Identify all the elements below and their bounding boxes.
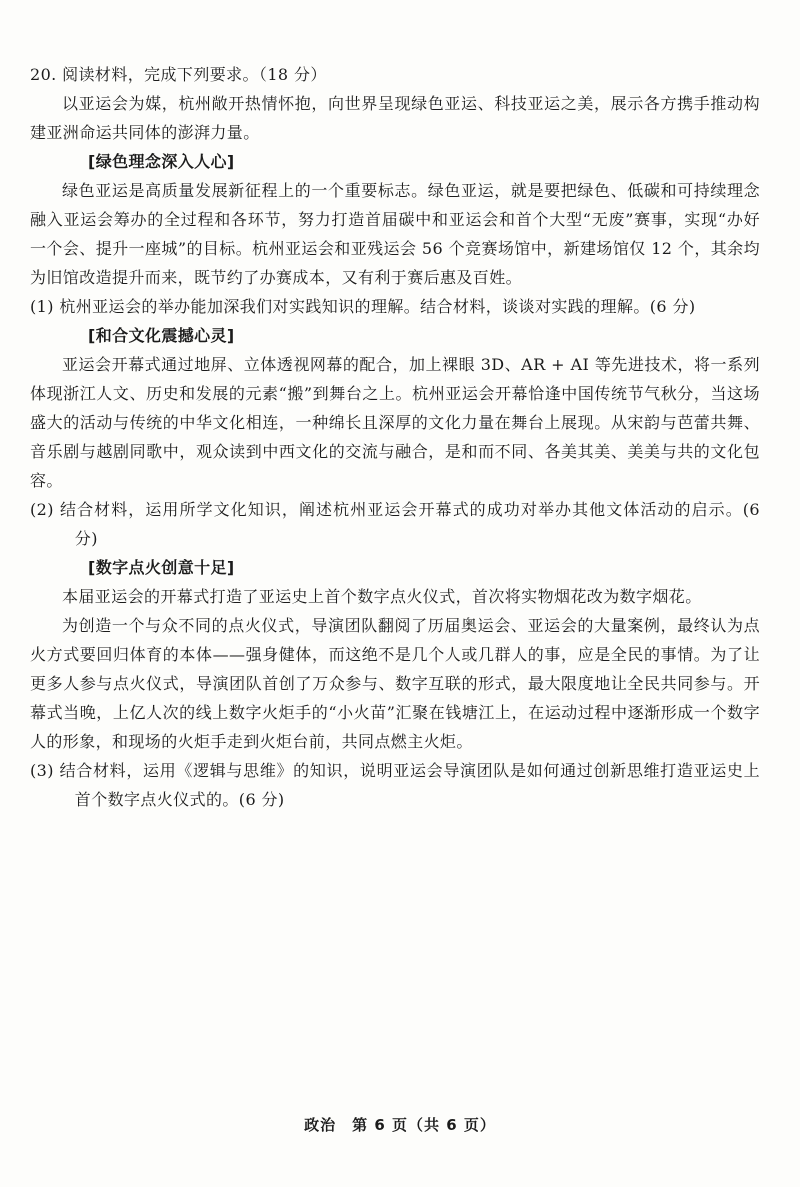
section-title-culture: [和合文化震撼心灵]	[88, 326, 235, 345]
section-paragraph: 绿色亚运是高质量发展新征程上的一个重要标志。绿色亚运，就是要把绿色、低碳和可持续理念融入亚运会筹办的全过程和各环节，努力打造首届碳中和亚运会和首个大型“无废”赛事，实现“办好一个会、提升一座城”的目标。杭州亚运会和亚残运会 56 个竞赛场馆中，新建场馆仅 12 个，其余均为旧馆改造提升而来，既节约了办赛成本，又有利于赛后惠及百姓。	[30, 181, 760, 287]
section-title-digital: [数字点火创意十足]	[88, 558, 235, 577]
section-paragraph: 为创造一个与众不同的点火仪式，导演团队翻阅了历届奥运会、亚运会的大量案例，最终认为点火方式要回归体育的本体——强身健体，而这绝不是几个人或几群人的事，应是全民的事情。为了让更多人参与点火仪式，导演团队首创了万众参与、数字互联的形式，最大限度地让全民共同参与。开幕式当晚，上亿人次的线上数字火炬手的“小火苗”汇聚在钱塘江上，在运动过程中逐渐形成一个数字人的形象，和现场的火炬手走到火炬台前，共同点燃主火炬。	[30, 616, 760, 751]
section-paragraph: 本届亚运会的开幕式打造了亚运史上首个数字点火仪式，首次将实物烟花改为数字烟花。	[62, 587, 702, 606]
section-paragraph: 亚运会开幕式通过地屏、立体透视网幕的配合，加上裸眼 3D、AR + AI 等先进技术，将一系列体现浙江人文、历史和发展的元素“搬”到舞台之上。杭州亚运会开幕恰逢中国传统节气秋分，当这场盛大的活动与传统的中华文化相连，一种绵长且深厚的文化力量在舞台上展现。从宋韵与芭蕾共舞、音乐剧与越剧同歌中，观众读到中西文化的交流与融合，是和而不同、各美其美、美美与共的文化包容。	[30, 355, 760, 490]
intro-paragraph: 以亚运会为媒，杭州敞开热情怀抱，向世界呈现绿色亚运、科技亚运之美，展示各方携手推动构建亚洲命运共同体的澎湃力量。	[30, 94, 760, 142]
question-20	[30, 60, 760, 814]
sub-question-1: (1) 杭州亚运会的举办能加深我们对实践知识的理解。结合材料，谈谈对实践的理解。(6 分)	[30, 297, 696, 316]
sub-question-2: (2) 结合材料，运用所学文化知识，阐述杭州亚运会开幕式的成功对举办其他文体活动的启示。(6 分)	[30, 500, 760, 548]
page-footer: 政治 第 6 页（共 6 页）	[304, 1116, 496, 1134]
question-heading: 20. 阅读材料，完成下列要求。（18 分）	[30, 65, 327, 84]
section-title-green: [绿色理念深入人心]	[88, 152, 235, 171]
sub-question-3: (3) 结合材料，运用《逻辑与思维》的知识，说明亚运会导演团队是如何通过创新思维打造亚运史上首个数字点火仪式的。(6 分)	[30, 761, 760, 809]
